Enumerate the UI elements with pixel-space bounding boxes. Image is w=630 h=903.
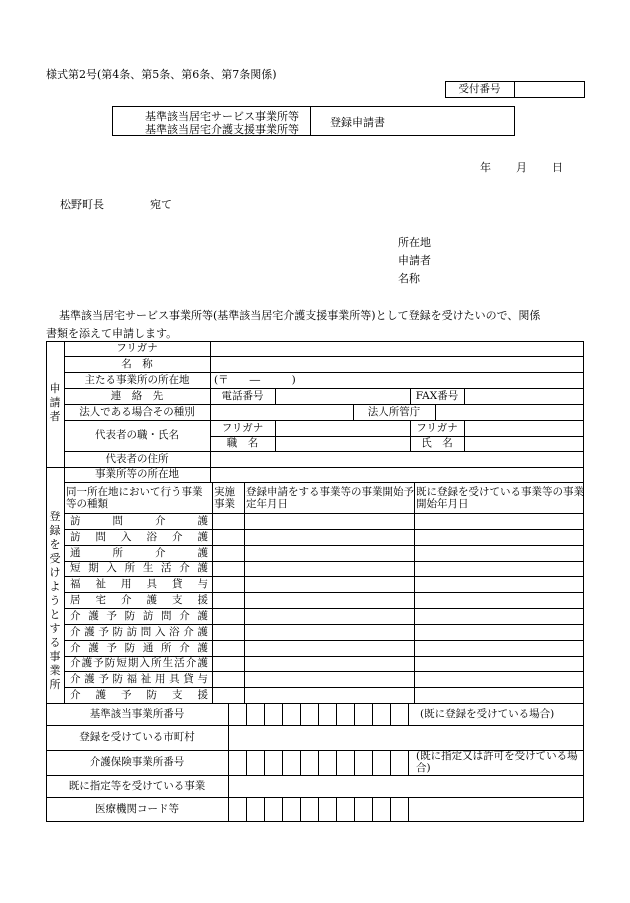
rep-post-label: 職 名 (226, 437, 259, 450)
col-service-type: 同一所在地において行う事業等の種類 (66, 485, 203, 510)
rep-furigana-label-1: フリガナ (221, 421, 264, 434)
rep-post-furigana-field[interactable] (276, 421, 409, 436)
rep-fullname-label: 氏 名 (421, 437, 453, 450)
corp-type-label: 法人である場合その種別 (79, 405, 195, 418)
service-planned-start-field[interactable] (245, 672, 414, 687)
service-row-label: 介 護 予 防 通 所 介 護 (70, 641, 208, 654)
title-line-1: 基準該当居宅サービス事業所等 (145, 110, 299, 123)
office-address-label: 事業所等の所在地 (95, 468, 179, 481)
medical-code-digit[interactable] (229, 798, 246, 822)
office-address-field[interactable] (211, 468, 583, 482)
std-number-digit[interactable] (355, 704, 372, 725)
service-planned-start-field[interactable] (245, 514, 414, 529)
addressee-suffix: 宛て (150, 198, 172, 211)
service-planned-start-field[interactable] (245, 577, 414, 592)
rep-post-field[interactable] (276, 437, 409, 451)
service-row-label: 訪 問 入 浴 介 護 (70, 530, 208, 543)
service-implemented-field[interactable] (213, 577, 244, 592)
rep-title-name-label: 代表者の職・氏名 (95, 429, 179, 442)
service-implemented-field[interactable] (213, 657, 244, 672)
medical-code-digit[interactable] (373, 798, 390, 822)
medical-code-digit[interactable] (247, 798, 264, 822)
std-note: (既に登録を受けている場合) (420, 707, 555, 720)
std-number-digit[interactable] (301, 704, 318, 725)
rep-name-field[interactable] (465, 437, 583, 451)
phone-label: 電話番号 (221, 389, 264, 402)
insurance-number-digit[interactable] (337, 751, 354, 775)
insurance-number-digit[interactable] (391, 751, 408, 775)
service-row-label: 介 護 予 防 福 祉 用 具 貸 与 (70, 673, 208, 686)
service-implemented-field[interactable] (213, 641, 244, 656)
postal-field[interactable]: (〒 ― ) (214, 373, 296, 386)
col-implemented: 実施事業 (214, 485, 235, 510)
designated-field[interactable] (229, 776, 583, 797)
medical-code-digit[interactable] (391, 798, 408, 822)
service-row-label: 居 宅 介 護 支 援 (70, 594, 208, 607)
receipt-number-field[interactable] (515, 82, 584, 97)
insurance-number-digit[interactable] (373, 751, 390, 775)
service-implemented-field[interactable] (213, 625, 244, 640)
service-row-label: 訪 問 介 護 (70, 514, 208, 527)
phone-field[interactable] (276, 389, 409, 404)
service-row-label: 介 護 予 防 支 援 (70, 689, 208, 702)
service-row-label: 福 祉 用 具 貸 与 (70, 578, 208, 591)
service-existing-start-field[interactable] (415, 688, 584, 703)
corp-type-field[interactable] (211, 405, 352, 420)
service-existing-start-field[interactable] (415, 530, 584, 545)
std-number-digit[interactable] (373, 704, 390, 725)
service-planned-start-field[interactable] (245, 530, 414, 545)
insurance-number-digit[interactable] (229, 751, 246, 775)
medical-code-label: 医療機関コード等 (95, 803, 179, 816)
service-existing-start-field[interactable] (415, 625, 584, 640)
std-number-digit[interactable] (283, 704, 300, 725)
furigana-label: フリガナ (116, 342, 158, 355)
date-year: 年 (480, 161, 491, 174)
service-row-label: 通 所 介 護 (70, 546, 208, 559)
furigana-field[interactable] (211, 342, 583, 356)
std-number-digit[interactable] (319, 704, 336, 725)
std-number-digit[interactable] (265, 704, 282, 725)
service-planned-start-field[interactable] (245, 657, 414, 672)
medical-code-digit[interactable] (337, 798, 354, 822)
service-planned-start-field[interactable] (245, 609, 414, 624)
medical-code-digit[interactable] (283, 798, 300, 822)
service-planned-start-field[interactable] (245, 625, 414, 640)
service-existing-start-field[interactable] (415, 657, 584, 672)
service-row-label: 介 護 予 防 訪 問 入 浴 介 護 (70, 625, 208, 638)
insurance-note: (既に指定又は許可を受けている場合) (416, 750, 578, 774)
service-implemented-field[interactable] (213, 593, 244, 608)
service-existing-start-field[interactable] (415, 672, 584, 687)
insurance-number-digit[interactable] (301, 751, 318, 775)
fax-label: FAX番号 (415, 389, 459, 402)
service-planned-start-field[interactable] (245, 562, 414, 577)
office-section-label: 登録を受けようとする事業所 (49, 510, 61, 691)
medical-code-digit[interactable] (265, 798, 282, 822)
service-planned-start-field[interactable] (245, 546, 414, 561)
service-implemented-field[interactable] (213, 688, 244, 703)
name-label: 名 称 (121, 357, 153, 370)
title-line-2: 基準該当居宅介護支援事業所等 (145, 123, 299, 136)
municipality-label: 登録を受けている市町村 (79, 731, 195, 744)
title-right: 登録申請書 (330, 116, 385, 129)
service-existing-start-field[interactable] (415, 609, 584, 624)
service-existing-start-field[interactable] (415, 562, 584, 577)
body-text-2: 書類を添えて申請します。 (46, 327, 178, 340)
medical-code-digit[interactable] (319, 798, 336, 822)
std-number-digit[interactable] (229, 704, 246, 725)
receipt-label: 受付番号 (458, 83, 501, 96)
rep-name-furigana-field[interactable] (465, 421, 583, 436)
medical-code-digit[interactable] (301, 798, 318, 822)
form-number: 様式第2号(第4条、第5条、第6条、第7条関係) (46, 68, 277, 81)
service-existing-start-field[interactable] (415, 546, 584, 561)
service-existing-start-field[interactable] (415, 577, 584, 592)
corp-office-field[interactable] (436, 405, 583, 420)
body-text-1: 基準該当居宅サービス事業所等(基準該当居宅介護支援事業所等)として登録を受けたいので、関係 (59, 309, 541, 322)
std-number-digit[interactable] (247, 704, 264, 725)
service-implemented-field[interactable] (213, 514, 244, 529)
insurance-number-label: 介護保険事業所番号 (89, 756, 185, 769)
medical-code-digit[interactable] (355, 798, 372, 822)
service-planned-start-field[interactable] (245, 688, 414, 703)
col-existing-start: 既に登録を受けている事業等の事業開始年月日 (416, 485, 584, 510)
date-month: 月 (516, 161, 527, 174)
col-planned-start: 登録申請をする事業等の事業開始予定年月日 (246, 485, 414, 510)
insurance-number-digit[interactable] (319, 751, 336, 775)
service-row-label: 介 護 予 防 短 期 入 所 生 活 介 護 (70, 657, 208, 670)
corp-office-label: 法人所管庁 (367, 405, 421, 418)
name-field[interactable] (211, 357, 583, 372)
service-row-label: 短 期 入 所 生 活 介 護 (70, 562, 208, 575)
service-planned-start-field[interactable] (245, 641, 414, 656)
insurance-number-digit[interactable] (265, 751, 282, 775)
applicant-name-label: 名称 (398, 272, 420, 285)
insurance-number-digit[interactable] (247, 751, 264, 775)
fax-field[interactable] (465, 389, 583, 404)
designated-label: 既に指定等を受けている事業 (68, 779, 206, 792)
service-implemented-field[interactable] (213, 562, 244, 577)
rep-furigana-label-2: フリガナ (416, 421, 458, 434)
service-implemented-field[interactable] (213, 672, 244, 687)
service-implemented-field[interactable] (213, 546, 244, 561)
service-row-label: 介 護 予 防 訪 問 介 護 (70, 609, 208, 622)
service-implemented-field[interactable] (213, 609, 244, 624)
service-existing-start-field[interactable] (415, 641, 584, 656)
date-day: 日 (552, 161, 563, 174)
applicant-section-label: 申請者 (49, 382, 61, 423)
service-existing-start-field[interactable] (415, 514, 584, 529)
applicant-address-label: 所在地 (398, 236, 431, 249)
applicant-label: 申請者 (398, 254, 431, 267)
std-number-label: 基準該当事業所番号 (89, 707, 185, 720)
rep-address-label: 代表者の住所 (105, 452, 169, 465)
std-number-digit[interactable] (391, 704, 408, 725)
contact-label: 連 絡 先 (110, 389, 164, 402)
service-planned-start-field[interactable] (245, 593, 414, 608)
municipality-field[interactable] (229, 726, 583, 750)
insurance-number-digit[interactable] (355, 751, 372, 775)
service-existing-start-field[interactable] (415, 593, 584, 608)
main-address-label: 主たる事業所の所在地 (84, 373, 190, 386)
addressee-name: 松野町長 (60, 198, 104, 211)
rep-address-field[interactable] (211, 452, 583, 467)
insurance-number-digit[interactable] (283, 751, 300, 775)
service-implemented-field[interactable] (213, 530, 244, 545)
std-number-digit[interactable] (337, 704, 354, 725)
